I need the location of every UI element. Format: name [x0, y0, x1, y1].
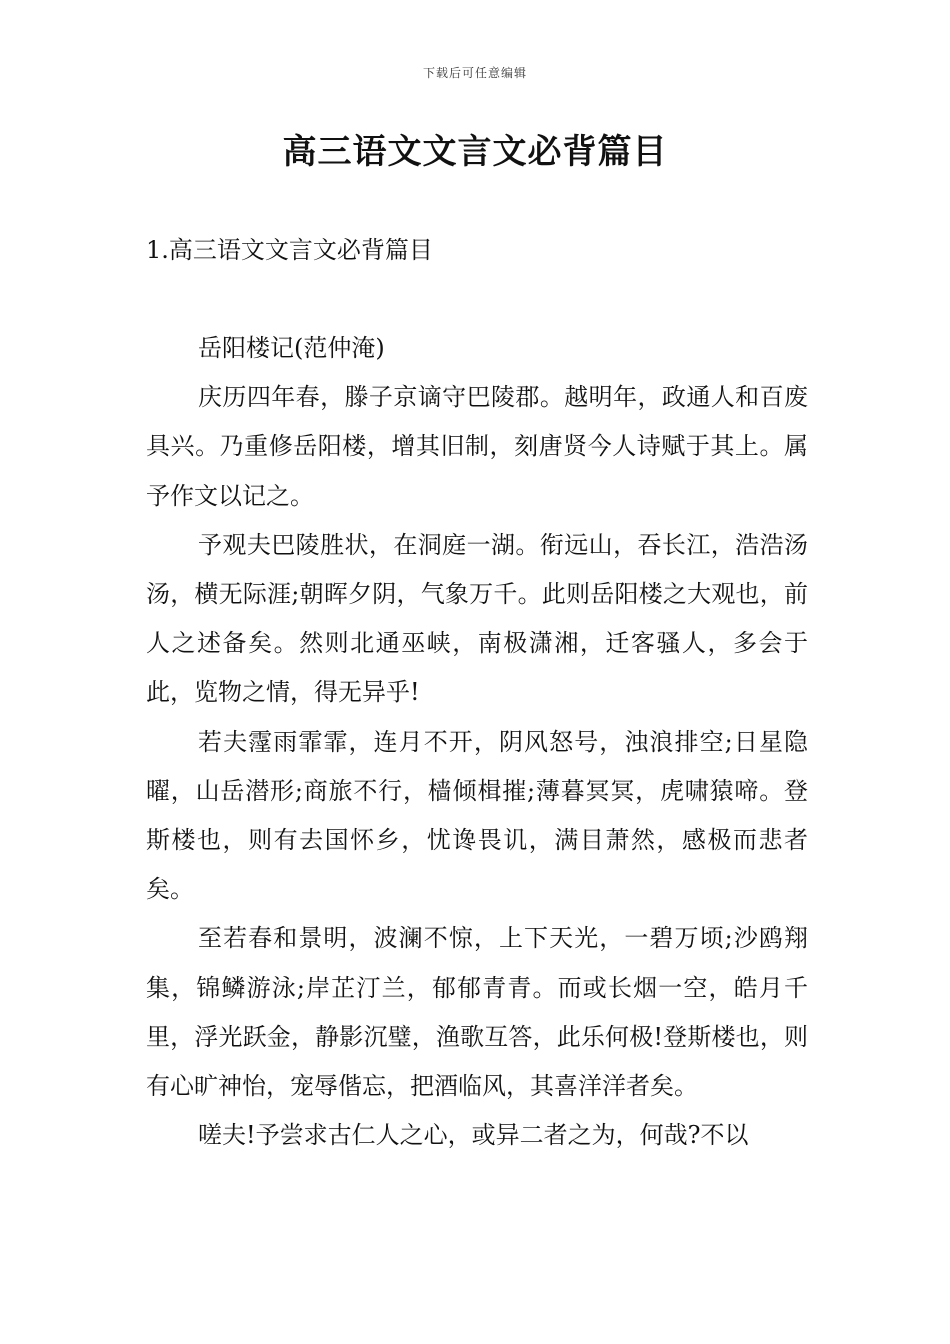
section-heading: 1.高三语文文言文必背篇目 — [146, 236, 433, 264]
paragraph-4: 至若春和景明，波澜不惊，上下天光，一碧万顷;沙鸥翔集，锦鳞游泳;岸芷汀兰，郁郁青青。而或长烟一空，皓月千里，浮光跃金，静影沉璧，渔歌互答，此乐何极!登斯楼也，则有心旷神怡，宠辱偕忘，把酒临风，其喜洋洋者矣。 — [146, 924, 808, 1101]
header-note: 下载后可任意编辑 — [422, 66, 527, 80]
paragraph-1: 庆历四年春，滕子京谪守巴陵郡。越明年，政通人和百废具兴。乃重修岳阳楼，增其旧制，刻唐贤今人诗赋于其上。属予作文以记之。 — [146, 383, 808, 510]
paragraph-5: 嗟夫!予尝求古仁人之心，或异二者之为，何哉?不以 — [198, 1121, 749, 1150]
paragraph-2: 予观夫巴陵胜状，在洞庭一湖。衔远山，吞长江，浩浩汤汤，横无际涯;朝晖夕阴，气象万千。此则岳阳楼之大观也，前人之述备矣。然则北通巫峡，南极潇湘，迁客骚人，多会于此，览物之情，得无异乎! — [146, 530, 808, 707]
essay-title: 岳阳楼记(范仲淹) — [198, 334, 385, 362]
essay-body — [146, 324, 808, 1160]
paragraph-3: 若夫霪雨霏霏，连月不开，阴风怒号，浊浪排空;日星隐曜，山岳潜形;商旅不行，樯倾楫摧;薄暮冥冥，虎啸猿啼。登斯楼也，则有去国怀乡，忧谗畏讥，满目萧然，感极而悲者矣。 — [146, 727, 808, 904]
document-title: 高三语文文言文必背篇目 — [282, 132, 668, 172]
